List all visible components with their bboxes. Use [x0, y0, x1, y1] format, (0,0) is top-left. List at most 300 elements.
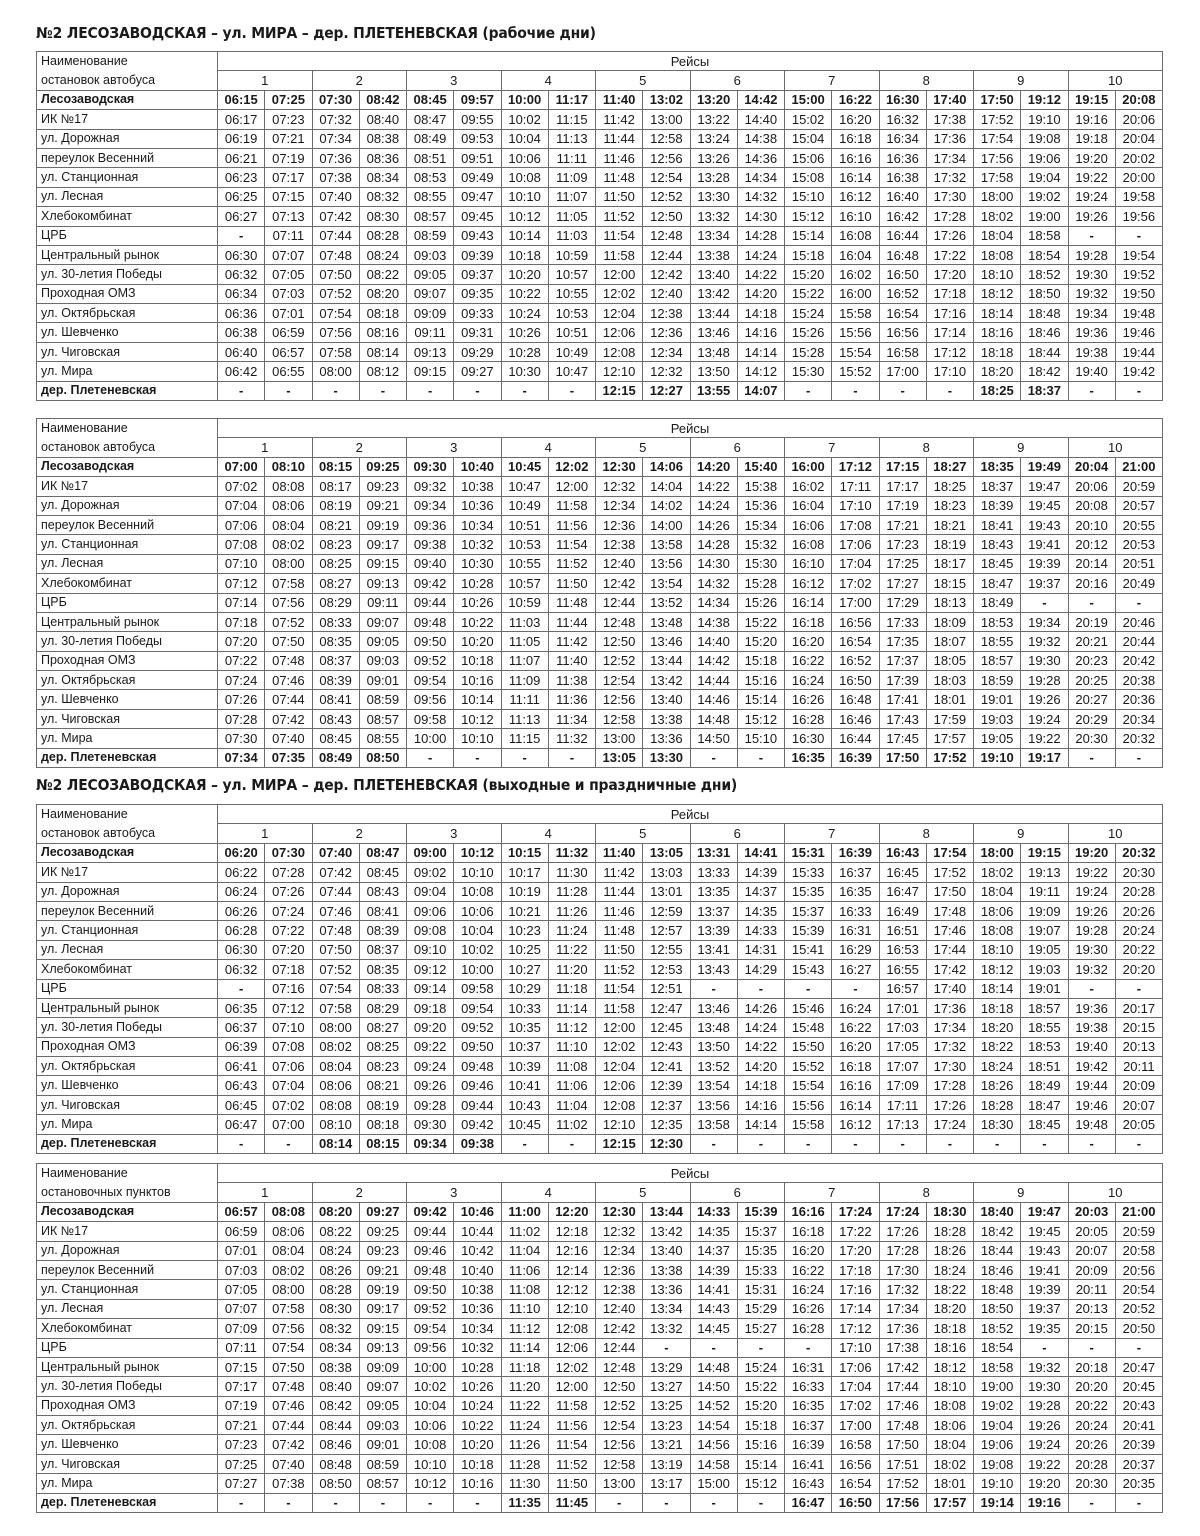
time-cell: 15:40	[737, 457, 784, 476]
time-cell: 19:30	[1068, 940, 1115, 959]
time-cell: 14:46	[690, 690, 737, 709]
time-cell: 20:26	[1068, 1435, 1115, 1454]
time-cell: 18:51	[1021, 1057, 1068, 1076]
time-cell: 17:50	[879, 748, 926, 767]
time-cell: 18:28	[926, 1222, 973, 1241]
time-cell: 09:17	[359, 1299, 406, 1318]
time-cell: 10:59	[548, 245, 595, 264]
time-cell: 13:40	[690, 265, 737, 284]
time-cell: 08:59	[359, 1454, 406, 1473]
time-cell: 11:58	[596, 998, 643, 1017]
time-cell: 10:24	[454, 1396, 501, 1415]
stop-name: ул. Мира	[37, 729, 218, 748]
trips-label: Рейсы	[218, 419, 1163, 438]
time-cell: 07:24	[265, 901, 312, 920]
time-cell: 17:18	[832, 1260, 879, 1279]
stop-name: ЦРБ	[37, 1338, 218, 1357]
time-cell: 19:02	[1021, 187, 1068, 206]
time-cell: 12:37	[643, 1095, 690, 1114]
time-cell: 18:35	[974, 457, 1021, 476]
time-cell: 13:46	[643, 632, 690, 651]
time-cell: 08:19	[312, 496, 359, 515]
time-cell: 18:19	[926, 535, 973, 554]
time-cell: 15:54	[832, 342, 879, 361]
time-cell: 14:32	[690, 574, 737, 593]
time-cell: 15:34	[737, 515, 784, 534]
stop-name: Центральный рынок	[37, 245, 218, 264]
time-cell: 09:54	[407, 1319, 454, 1338]
time-cell: 15:58	[832, 304, 879, 323]
time-cell: 16:14	[785, 593, 832, 612]
time-cell: 17:08	[832, 515, 879, 534]
time-cell: 17:15	[879, 457, 926, 476]
stop-header-line2: остановочных пунктов	[37, 1183, 218, 1202]
time-cell: 20:06	[1115, 110, 1162, 129]
time-cell: 17:48	[926, 901, 973, 920]
time-cell: 07:58	[265, 1299, 312, 1318]
time-cell: 08:44	[312, 1416, 359, 1435]
time-cell: 08:16	[359, 323, 406, 342]
time-cell: 07:05	[218, 1280, 265, 1299]
table-row	[37, 284, 1163, 303]
time-cell: -	[690, 1493, 737, 1512]
table-row	[37, 362, 1163, 381]
time-cell: 15:35	[785, 882, 832, 901]
time-cell: 20:51	[1115, 554, 1162, 573]
time-cell: 07:40	[265, 729, 312, 748]
time-cell: 07:03	[265, 284, 312, 303]
time-cell: 20:07	[1115, 1095, 1162, 1114]
time-cell: 17:50	[879, 1435, 926, 1454]
time-cell: 17:57	[926, 1493, 973, 1512]
time-cell: 19:30	[1021, 1377, 1068, 1396]
time-cell: 18:07	[926, 632, 973, 651]
time-cell: 10:33	[501, 998, 548, 1017]
time-cell: 14:16	[737, 323, 784, 342]
time-cell: 07:20	[218, 632, 265, 651]
time-cell: 06:36	[218, 304, 265, 323]
time-cell: 07:54	[265, 1338, 312, 1357]
stop-name: Лесозаводская	[37, 843, 218, 862]
time-cell: 19:37	[1021, 574, 1068, 593]
time-cell: 13:34	[690, 226, 737, 245]
time-cell: 07:10	[265, 1018, 312, 1037]
time-cell: 14:37	[690, 1241, 737, 1260]
time-cell: 15:27	[737, 1319, 784, 1338]
time-cell: 17:36	[926, 998, 973, 1017]
time-cell: 18:23	[926, 496, 973, 515]
time-cell: 12:48	[596, 1357, 643, 1376]
time-cell: 09:42	[407, 574, 454, 593]
time-cell: 11:50	[548, 574, 595, 593]
time-cell: 14:43	[690, 1299, 737, 1318]
time-cell: 17:42	[926, 960, 973, 979]
time-cell: 18:04	[974, 226, 1021, 245]
time-cell: -	[265, 1134, 312, 1153]
trip-number: 7	[785, 1183, 880, 1202]
time-cell: 11:07	[548, 187, 595, 206]
time-cell: 07:05	[265, 265, 312, 284]
time-cell: 10:29	[501, 979, 548, 998]
trip-number: 9	[974, 1183, 1069, 1202]
time-cell: 10:02	[454, 940, 501, 959]
time-cell: 16:50	[832, 1493, 879, 1512]
time-cell: 06:34	[218, 284, 265, 303]
time-cell: 12:40	[596, 554, 643, 573]
time-cell: -	[974, 1134, 1021, 1153]
time-cell: 07:30	[312, 90, 359, 109]
time-cell: 20:36	[1115, 690, 1162, 709]
time-cell: 15:54	[785, 1076, 832, 1095]
time-cell: 17:59	[926, 709, 973, 728]
time-cell: 17:38	[926, 110, 973, 129]
time-cell: -	[548, 1134, 595, 1153]
stop-name: ул. 30-летия Победы	[37, 632, 218, 651]
time-cell: -	[690, 1134, 737, 1153]
table-row	[37, 1037, 1163, 1056]
time-cell: 15:00	[690, 1474, 737, 1493]
time-cell: 07:42	[265, 1435, 312, 1454]
time-cell: 07:16	[265, 979, 312, 998]
time-cell: 08:04	[265, 1241, 312, 1260]
time-cell: 13:48	[690, 1018, 737, 1037]
time-cell: 06:40	[218, 342, 265, 361]
time-cell: -	[1115, 1493, 1162, 1512]
time-cell: 15:02	[785, 110, 832, 129]
stop-header-line1: Наименование	[37, 52, 218, 71]
time-cell: 14:34	[690, 593, 737, 612]
trip-number: 9	[974, 824, 1069, 843]
time-cell: 15:20	[785, 265, 832, 284]
time-cell: 06:30	[218, 245, 265, 264]
time-cell: 08:15	[312, 457, 359, 476]
time-cell: 09:14	[407, 979, 454, 998]
time-cell: 08:39	[312, 671, 359, 690]
time-cell: 14:50	[690, 729, 737, 748]
time-cell: 20:29	[1068, 709, 1115, 728]
time-cell: 20:55	[1115, 515, 1162, 534]
time-cell: 07:46	[265, 671, 312, 690]
time-cell: 17:22	[832, 1222, 879, 1241]
time-cell: -	[312, 381, 359, 400]
time-cell: 08:12	[359, 362, 406, 381]
time-cell: 06:59	[218, 1222, 265, 1241]
trip-number: 4	[501, 824, 596, 843]
time-cell: 12:52	[596, 1396, 643, 1415]
time-cell: 12:56	[643, 148, 690, 167]
time-cell: 07:44	[265, 690, 312, 709]
time-cell: 11:48	[596, 168, 643, 187]
time-cell: 16:30	[785, 729, 832, 748]
time-cell: 08:19	[359, 1095, 406, 1114]
time-cell: 12:06	[548, 1338, 595, 1357]
time-cell: 10:28	[454, 574, 501, 593]
time-cell: 07:38	[312, 168, 359, 187]
time-cell: -	[1068, 226, 1115, 245]
time-cell: 14:56	[690, 1435, 737, 1454]
time-cell: 09:40	[407, 554, 454, 573]
time-cell: 13:38	[643, 709, 690, 728]
trip-number: 2	[312, 71, 407, 90]
time-cell: 10:02	[407, 1377, 454, 1396]
time-cell: 07:04	[265, 1076, 312, 1095]
time-cell: 14:36	[737, 148, 784, 167]
time-cell: 12:34	[596, 1241, 643, 1260]
stop-name: Проходная ОМЗ	[37, 284, 218, 303]
time-cell: -	[1115, 1338, 1162, 1357]
time-cell: -	[879, 1134, 926, 1153]
time-cell: 08:04	[312, 1057, 359, 1076]
time-cell: 10:16	[454, 671, 501, 690]
stop-name: ул. Мира	[37, 1115, 218, 1134]
table-row	[37, 671, 1163, 690]
time-cell: 17:20	[926, 265, 973, 284]
time-cell: 13:30	[643, 748, 690, 767]
time-cell: 07:03	[218, 1260, 265, 1279]
time-cell: 10:06	[454, 901, 501, 920]
time-cell: 19:03	[1021, 960, 1068, 979]
time-cell: 19:48	[1068, 1115, 1115, 1134]
time-cell: 09:44	[454, 1095, 501, 1114]
time-cell: 15:48	[785, 1018, 832, 1037]
time-cell: 16:22	[832, 90, 879, 109]
time-cell: 11:52	[548, 554, 595, 573]
time-cell: 10:18	[454, 1454, 501, 1473]
time-cell: 20:35	[1115, 1474, 1162, 1493]
time-cell: 09:23	[359, 1241, 406, 1260]
time-cell: -	[1068, 593, 1115, 612]
time-cell: 07:12	[265, 998, 312, 1017]
time-cell: 10:18	[454, 651, 501, 670]
time-cell: 19:32	[1068, 284, 1115, 303]
time-cell: -	[832, 1134, 879, 1153]
time-cell: 19:34	[1021, 612, 1068, 631]
time-cell: 14:48	[690, 709, 737, 728]
time-cell: 14:40	[690, 632, 737, 651]
time-cell: 16:10	[832, 207, 879, 226]
time-cell: 16:28	[785, 1319, 832, 1338]
time-cell: 06:28	[218, 921, 265, 940]
table-row	[37, 1222, 1163, 1241]
stop-name: Проходная ОМЗ	[37, 1037, 218, 1056]
time-cell: 17:22	[926, 245, 973, 264]
time-cell: 16:35	[785, 1396, 832, 1415]
time-cell: 07:35	[265, 748, 312, 767]
time-cell: 17:14	[926, 323, 973, 342]
time-cell: 08:42	[312, 1396, 359, 1415]
time-cell: 14:44	[690, 671, 737, 690]
time-cell: 15:32	[737, 535, 784, 554]
time-cell: 12:42	[596, 574, 643, 593]
time-cell: 17:16	[926, 304, 973, 323]
time-cell: 20:22	[1068, 1396, 1115, 1415]
time-cell: 15:10	[785, 187, 832, 206]
time-cell: 10:15	[501, 843, 548, 862]
time-cell: 18:17	[926, 554, 973, 573]
trip-number: 10	[1068, 438, 1163, 457]
time-cell: 16:39	[832, 748, 879, 767]
table-row	[37, 477, 1163, 496]
time-cell: 13:40	[643, 690, 690, 709]
table-row	[37, 245, 1163, 264]
time-cell: 10:17	[501, 863, 548, 882]
time-cell: 13:02	[643, 90, 690, 109]
time-cell: 11:08	[548, 1057, 595, 1076]
time-cell: 16:16	[832, 1076, 879, 1095]
time-cell: 20:42	[1115, 651, 1162, 670]
time-cell: 16:10	[785, 554, 832, 573]
time-cell: 14:28	[737, 226, 784, 245]
header-row	[37, 419, 1163, 438]
time-cell: 08:55	[359, 729, 406, 748]
time-cell: 10:04	[454, 921, 501, 940]
time-cell: 12:48	[643, 226, 690, 245]
time-cell: 20:07	[1068, 1241, 1115, 1260]
time-cell: 15:52	[832, 362, 879, 381]
stop-name: ул. Чиговская	[37, 1454, 218, 1473]
time-cell: 11:04	[548, 1095, 595, 1114]
time-cell: 18:12	[974, 284, 1021, 303]
time-cell: 15:37	[785, 901, 832, 920]
time-cell: 09:48	[407, 612, 454, 631]
time-cell: 16:20	[785, 632, 832, 651]
time-cell: 11:58	[596, 245, 643, 264]
trip-number: 5	[596, 824, 691, 843]
time-cell: 10:45	[501, 1115, 548, 1134]
time-cell: 14:00	[643, 515, 690, 534]
time-cell: 13:56	[643, 554, 690, 573]
time-cell: 20:26	[1115, 901, 1162, 920]
time-cell: -	[501, 748, 548, 767]
time-cell: 20:28	[1068, 1454, 1115, 1473]
table-row	[37, 168, 1163, 187]
time-cell: 16:26	[785, 690, 832, 709]
time-cell: 12:08	[548, 1319, 595, 1338]
time-cell: 09:10	[407, 940, 454, 959]
time-cell: 18:47	[974, 574, 1021, 593]
section-title-weekdays: №2 ЛЕСОЗАВОДСКАЯ – ул. МИРА – дер. ПЛЕТЕНЕВСКАЯ (рабочие дни)	[36, 24, 596, 42]
time-cell: 19:24	[1021, 1435, 1068, 1454]
time-cell: 20:04	[1068, 457, 1115, 476]
time-cell: 19:09	[1021, 901, 1068, 920]
time-cell: 11:10	[501, 1299, 548, 1318]
time-cell: 10:12	[407, 1474, 454, 1493]
time-cell: 15:22	[737, 1377, 784, 1396]
time-cell: 19:37	[1021, 1299, 1068, 1318]
time-cell: 19:16	[1068, 110, 1115, 129]
time-cell: 06:23	[218, 168, 265, 187]
time-cell: 17:34	[926, 1018, 973, 1037]
time-cell: 11:28	[548, 882, 595, 901]
time-cell: 17:52	[879, 1474, 926, 1493]
time-cell: 13:43	[690, 960, 737, 979]
time-cell: -	[359, 381, 406, 400]
time-cell: 07:17	[265, 168, 312, 187]
time-cell: 20:30	[1068, 1474, 1115, 1493]
time-cell: 09:09	[407, 304, 454, 323]
time-cell: 12:44	[596, 1338, 643, 1357]
time-cell: 13:05	[596, 748, 643, 767]
time-cell: 11:08	[501, 1280, 548, 1299]
time-cell: 15:18	[785, 245, 832, 264]
time-cell: 09:34	[407, 496, 454, 515]
table-row	[37, 690, 1163, 709]
trip-number: 3	[407, 824, 502, 843]
table-row	[37, 1260, 1163, 1279]
time-cell: 16:31	[832, 921, 879, 940]
time-cell: 14:33	[737, 921, 784, 940]
time-cell: 18:46	[974, 1260, 1021, 1279]
time-cell: 13:44	[690, 304, 737, 323]
time-cell: 12:32	[596, 1222, 643, 1241]
time-cell: 17:18	[926, 284, 973, 303]
time-cell: 10:22	[501, 284, 548, 303]
time-cell: 09:12	[407, 960, 454, 979]
time-cell: 16:02	[785, 477, 832, 496]
time-cell: 09:20	[407, 1018, 454, 1037]
time-cell: 16:20	[832, 110, 879, 129]
time-cell: 08:57	[359, 1474, 406, 1493]
time-cell: 14:30	[737, 207, 784, 226]
stop-name: ул. Станционная	[37, 921, 218, 940]
time-cell: 15:12	[785, 207, 832, 226]
time-cell: 09:46	[407, 1241, 454, 1260]
time-cell: 13:40	[643, 1241, 690, 1260]
time-cell: 13:26	[690, 148, 737, 167]
time-cell: 11:35	[501, 1493, 548, 1512]
time-cell: 11:14	[501, 1338, 548, 1357]
time-cell: 19:06	[974, 1435, 1021, 1454]
time-cell: 12:51	[643, 979, 690, 998]
time-cell: 07:36	[312, 148, 359, 167]
time-cell: 09:50	[407, 632, 454, 651]
time-cell: 16:33	[832, 901, 879, 920]
time-cell: 17:35	[879, 632, 926, 651]
time-cell: 18:53	[1021, 1037, 1068, 1056]
stop-name: ул. Лесная	[37, 187, 218, 206]
time-cell: 08:06	[265, 496, 312, 515]
time-cell: 12:00	[596, 1018, 643, 1037]
time-cell: 18:50	[1021, 284, 1068, 303]
time-cell: 07:32	[312, 110, 359, 129]
table-row	[37, 882, 1163, 901]
time-cell: 18:22	[926, 1280, 973, 1299]
stop-name: дер. Плетеневская	[37, 1493, 218, 1512]
time-cell: 16:18	[785, 1222, 832, 1241]
time-cell: 16:24	[785, 671, 832, 690]
time-cell: 07:27	[218, 1474, 265, 1493]
table-row	[37, 1338, 1163, 1357]
time-cell: -	[1068, 979, 1115, 998]
time-cell: 08:38	[359, 129, 406, 148]
time-cell: 08:32	[312, 1319, 359, 1338]
stop-name: Лесозаводская	[37, 1202, 218, 1221]
table-row	[37, 496, 1163, 515]
time-cell: 08:04	[265, 515, 312, 534]
time-cell: 16:54	[832, 632, 879, 651]
timetable	[36, 804, 1163, 1154]
time-cell: 06:17	[218, 110, 265, 129]
time-cell: 18:24	[974, 1057, 1021, 1076]
time-cell: 19:40	[1068, 1037, 1115, 1056]
time-cell: 12:58	[596, 709, 643, 728]
time-cell: 09:55	[454, 110, 501, 129]
time-cell: 18:12	[974, 960, 1021, 979]
time-cell: 17:36	[879, 1319, 926, 1338]
time-cell: 09:24	[407, 1057, 454, 1076]
time-cell: 17:03	[879, 1018, 926, 1037]
time-cell: 06:59	[265, 323, 312, 342]
